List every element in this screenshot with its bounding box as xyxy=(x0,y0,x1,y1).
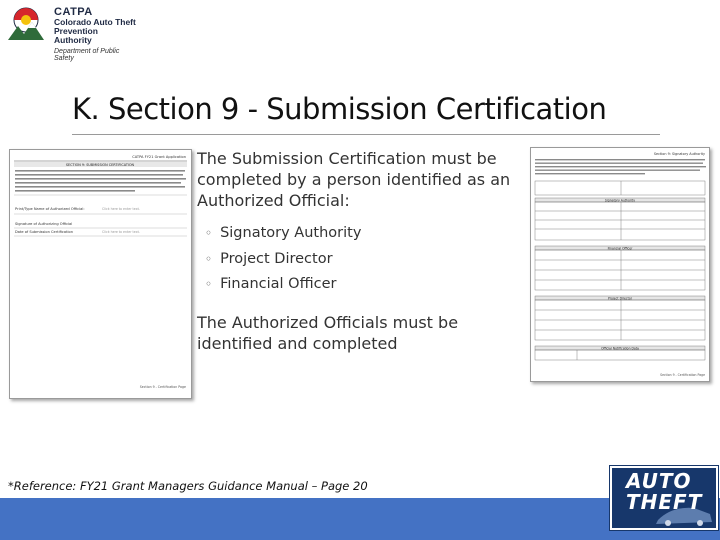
logo-line-4: Department of Public Safety xyxy=(54,48,120,62)
list-item-label: Financial Officer xyxy=(220,276,337,292)
bullet-icon: ◦ xyxy=(205,277,213,291)
right-doc-block-3: Project Director xyxy=(608,296,632,301)
body-paragraph-1: The Submission Certification must be completed by a person identified as an Authorized Official: xyxy=(197,149,511,210)
logo-line-3: Prevention Authority xyxy=(54,26,98,45)
catpa-logo xyxy=(6,4,136,62)
list-item-label: Signatory Authority xyxy=(220,225,362,241)
left-doc-field-1: Print/Type Name of Authorized Official: xyxy=(15,207,85,211)
list-item xyxy=(205,272,517,298)
left-doc-footer: Section 9 - Certification Page xyxy=(139,385,186,389)
right-doc-header: Section 9: Signatory Authority xyxy=(653,152,705,156)
left-doc-field-2: Signature of Authorizing Official xyxy=(15,222,73,226)
signatory-form-image xyxy=(531,148,709,381)
list-item xyxy=(205,247,517,273)
official-list xyxy=(205,221,517,298)
left-doc-field-3: Date of Submission Certification xyxy=(15,230,73,234)
reference-note: *Reference: FY21 Grant Managers Guidance Manual – Page 20 xyxy=(8,479,368,493)
logo-word-auto: AUTO xyxy=(626,469,692,493)
body-paragraph-2: The Authorized Officials must be identified and completed xyxy=(197,312,459,353)
signatory-form-thumbnail xyxy=(530,147,710,382)
logo-word-theft: THEFT xyxy=(626,490,703,514)
right-doc-block-4: Official Notification Data xyxy=(601,346,639,351)
right-doc-block-1: Signatory Authority xyxy=(604,198,636,203)
left-doc-placeholder-1: Click here to enter text. xyxy=(102,207,140,211)
title-divider xyxy=(72,134,660,135)
auto-theft-logo xyxy=(610,466,718,530)
list-item-label: Project Director xyxy=(220,250,333,267)
bullet-icon: ◦ xyxy=(205,226,213,240)
left-doc-header: CATPA FY21 Grant Application xyxy=(132,155,186,159)
left-doc-section-title: SECTION 9: SUBMISSION CERTIFICATION xyxy=(65,162,135,167)
logo-line-2: Colorado Auto Theft xyxy=(54,17,136,27)
list-item xyxy=(205,221,517,247)
slide-body xyxy=(197,148,517,354)
right-doc-footer: Section 9 - Certification Page xyxy=(660,373,705,377)
certification-form-thumbnail xyxy=(9,149,192,399)
bullet-icon: ◦ xyxy=(205,251,213,266)
logo-line-1: CATPA xyxy=(54,6,93,18)
slide-title: K. Section 9 - Submission Certification xyxy=(72,92,607,126)
colorado-mountain-logo-icon xyxy=(6,6,46,42)
right-doc-block-2: Financial Officer xyxy=(607,246,633,251)
certification-form-image xyxy=(10,150,191,398)
left-doc-placeholder-3: Click here to enter text. xyxy=(102,230,140,234)
